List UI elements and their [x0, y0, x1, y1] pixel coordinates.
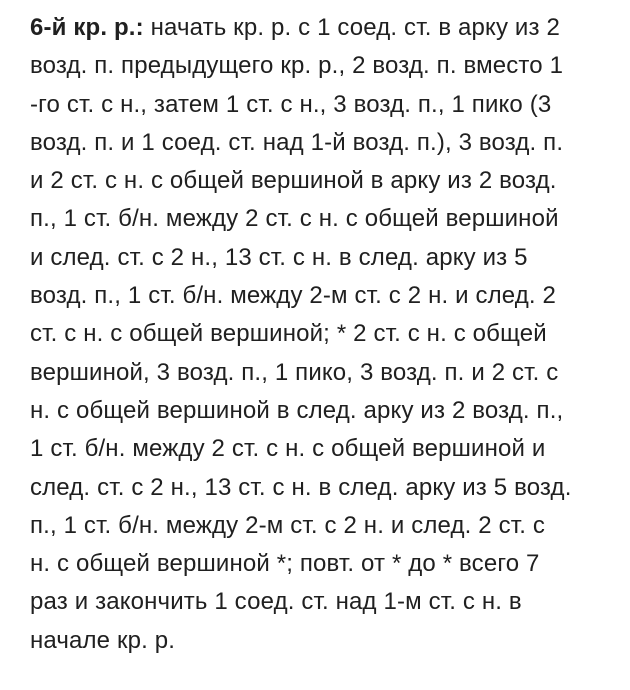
- text-line-1: [30, 9, 620, 47]
- text-line-8: возд. п., 1 ст. б/н. между 2-м ст. с 2 н. и след. 2: [30, 282, 557, 310]
- text-line-12: 1 ст. б/н. между 2 ст. с н. с общей вершиной и: [30, 435, 546, 463]
- text-line-9: ст. с н. с общей вершиной; * 2 ст. с н. с общей: [30, 320, 547, 348]
- row-heading: 6-й кр. р.:: [30, 14, 144, 41]
- text-line-1-rest: начать кр. р. с 1 соед. ст. в арку из 2: [143, 14, 560, 41]
- text-line-14: п., 1 ст. б/н. между 2-м ст. с 2 н. и след. 2 ст. с: [30, 511, 546, 539]
- text-line-16: раз и закончить 1 соед. ст. над 1-м ст. с н. в: [30, 588, 522, 616]
- text-line-6: п., 1 ст. б/н. между 2 ст. с н. с общей вершиной: [30, 205, 559, 233]
- text-line-10: вершиной, 3 возд. п., 1 пико, 3 возд. п. и 2 ст. с: [30, 358, 559, 386]
- text-line-15: н. с общей вершиной *; повт. от * до * всего 7: [30, 550, 540, 578]
- text-line-11: н. с общей вершиной в след. арку из 2 возд. п.,: [30, 396, 564, 424]
- text-line-17: начале кр. р.: [30, 626, 176, 654]
- pattern-instructions: [30, 9, 620, 660]
- text-line-2: возд. п. предыдущего кр. р., 2 возд. п. вместо 1: [30, 52, 564, 80]
- text-line-13: след. ст. с 2 н., 13 ст. с н. в след. арку из 5 возд.: [30, 473, 572, 501]
- text-line-7: и след. ст. с 2 н., 13 ст. с н. в след. арку из 5: [30, 243, 528, 271]
- text-line-5: и 2 ст. с н. с общей вершиной в арку из 2 возд.: [30, 167, 557, 195]
- text-line-4: возд. п. и 1 соед. ст. над 1-й возд. п.), 3 возд. п.: [30, 128, 564, 156]
- text-line-3: -го ст. с н., затем 1 ст. с н., 3 возд. п., 1 пико (3: [30, 90, 552, 118]
